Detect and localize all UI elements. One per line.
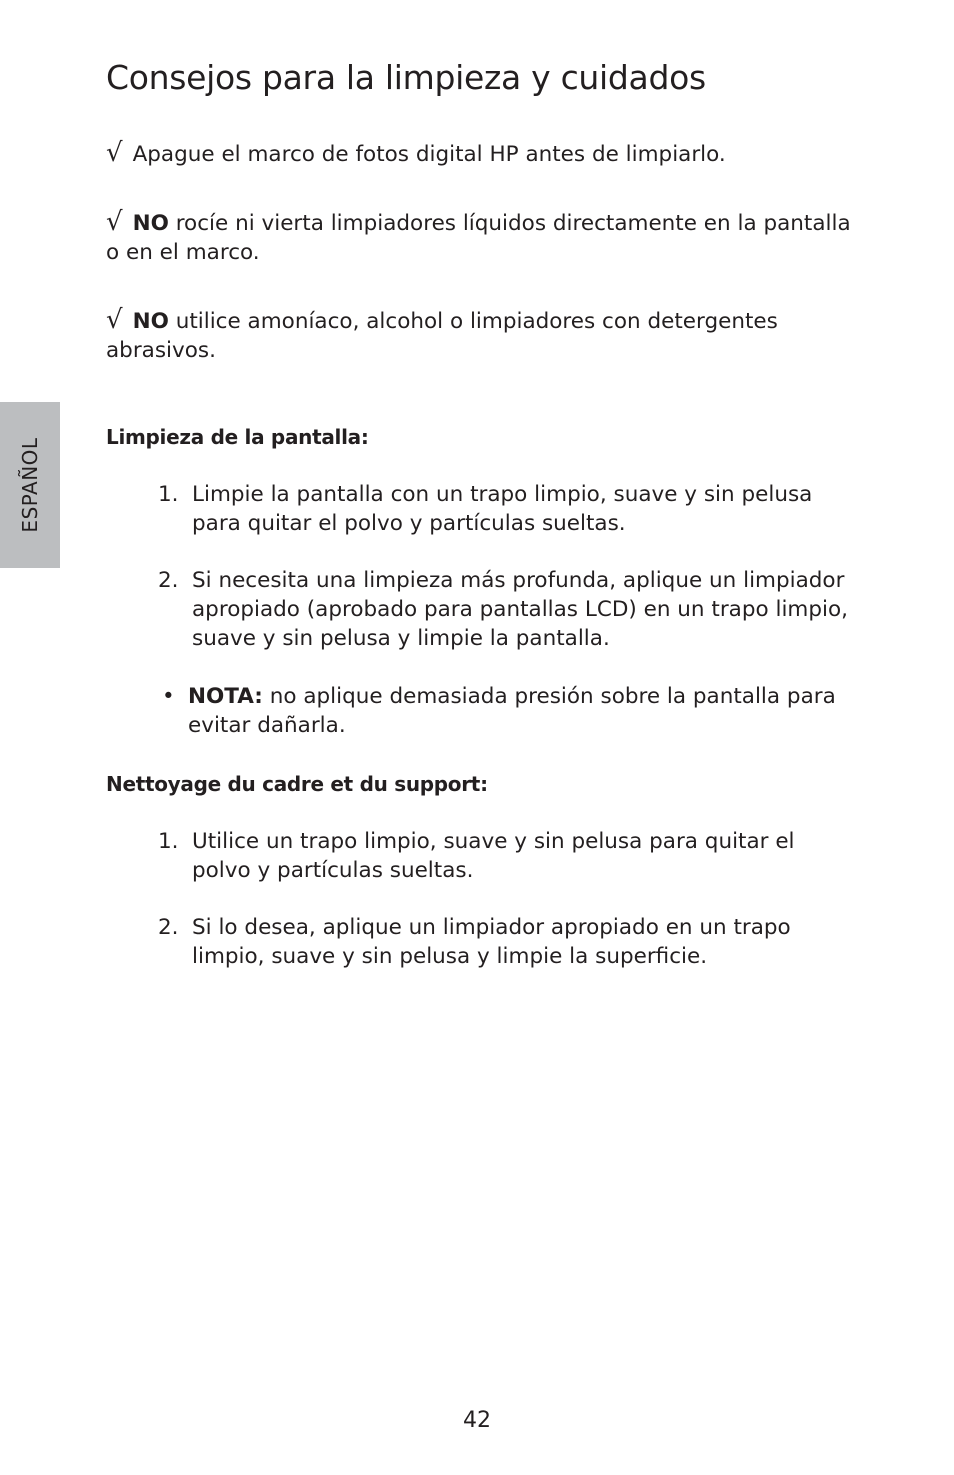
page-title: Consejos para la limpieza y cuidados [106,58,706,97]
section-heading-frame: Nettoyage du cadre et du support: [106,772,488,796]
checkmark-icon: √ [106,305,123,335]
tip-bold-label: NO [132,211,169,236]
note-text [188,682,858,740]
tip-2 [106,208,856,267]
step-number: 2. [158,568,179,593]
tip-text: Apague el marco de fotos digital HP antes de limpiarlo. [132,142,726,167]
checkmark-icon: √ [106,138,123,168]
tip-text: utilice amoníaco, alcohol o limpiadores con detergentes abrasivos. [106,309,778,363]
screen-note [158,682,858,740]
tip-bold-label: NO [132,309,169,334]
step-text: Utilice un trapo limpio, suave y sin pelusa para quitar el polvo y partículas sueltas. [192,829,795,883]
tip-3 [106,306,856,365]
step-text: Limpie la pantalla con un trapo limpio, suave y sin pelusa para quitar el polvo y partículas sueltas. [192,482,813,536]
bullet-icon: • [162,684,175,709]
frame-step-1 [158,827,858,885]
page-number: 42 [463,1408,491,1433]
note-body: no aplique demasiada presión sobre la pantalla para evitar dañarla. [188,684,836,738]
section-heading-screen: Limpieza de la pantalla: [106,425,369,449]
step-text: Si necesita una limpieza más profunda, aplique un limpiador apropiado (aprobado para pantallas LCD) en un trapo limpio, suave y sin pelusa y limpie la pantalla. [192,568,848,651]
tip-1 [106,139,856,169]
step-text: Si lo desea, aplique un limpiador apropiado en un trapo limpio, suave y sin pelusa y limpie la superficie. [192,915,791,969]
step-number: 1. [158,829,179,854]
step-number: 2. [158,915,179,940]
step-number: 1. [158,482,179,507]
side-tab-label: ESPAÑOL [18,437,42,533]
note-label: NOTA: [188,684,263,709]
screen-step-2 [158,566,858,653]
checkmark-icon: √ [106,207,123,237]
tip-text: rocíe ni vierta limpiadores líquidos directamente en la pantalla o en el marco. [106,211,851,265]
frame-step-2 [158,913,858,971]
screen-step-1 [158,480,858,538]
